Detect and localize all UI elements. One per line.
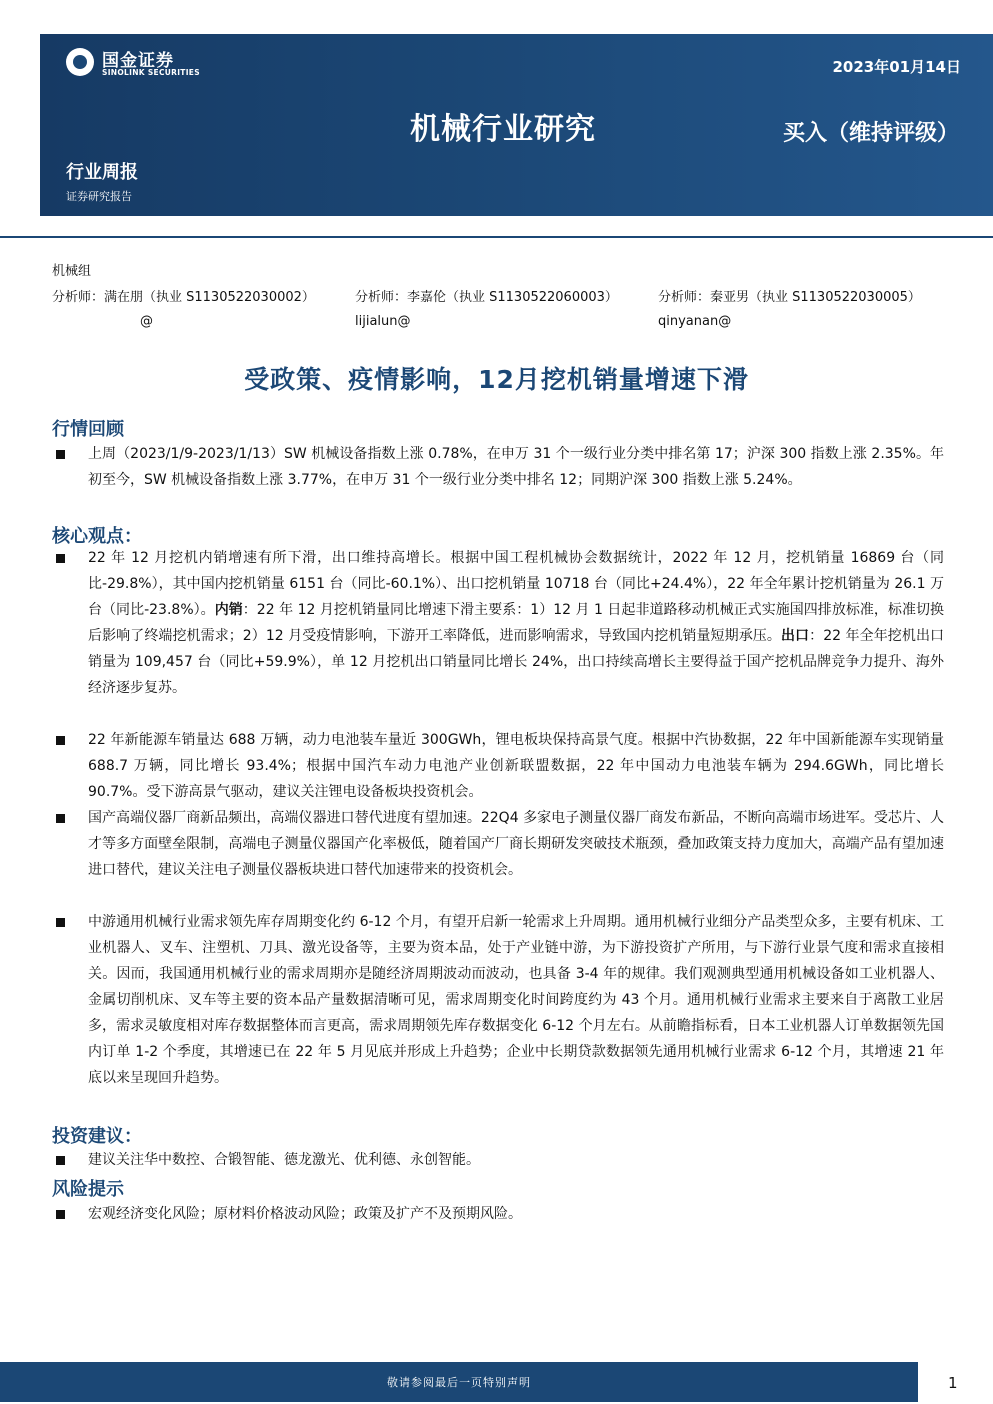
- report-type: 行业周报: [66, 162, 138, 183]
- bullet-text: 国产高端仪器厂商新品频出，高端仪器进口替代进度有望加速。22Q4 多家电子测量仪器厂商发布新品，不断向高端市场进军。受芯片、人才等多方面壁垒限制，高端电子测量仪器国产化率极低，随着国产厂商长期研发突破技术瓶颈，叠加政策支持力度加大，高端产品有望加速进口替代，建议关注电子测量仪器板块进口替代加速带来的投资机会。: [88, 810, 944, 878]
- header-banner: [40, 34, 993, 216]
- analyst-1: 分析师：满在朋（执业 S1130522030002）: [52, 290, 315, 305]
- inline-bold-label: 出口: [780, 628, 810, 644]
- list-item: [56, 1201, 944, 1227]
- page-number: 1: [948, 1374, 958, 1392]
- bullet-square-icon: [56, 1210, 65, 1219]
- bullet-text: 建议关注华中数控、合锻智能、德龙激光、优利德、永创智能。: [88, 1152, 480, 1168]
- section-title-risk: 风险提示: [52, 1179, 124, 1200]
- analyst-3-email[interactable]: qinyanan@: [658, 314, 732, 329]
- bullet-square-icon: [56, 736, 65, 745]
- rating-label: 买入（维持评级）: [782, 121, 959, 146]
- bullet-text: 22 年新能源车销量达 688 万辆，动力电池装车量近 300GWh，锂电板块保持高景气度。根据中汽协数据，22 年中国新能源车实现销量 688.7 万辆，同比增长 93.4%；根据中国汽车动力电池产业创新联盟数据，22 年中国动力电池装车辆为 294.6GWh，同比增长 90.7%。受下游高景气驱动，建议关注锂电设备板块投资机会。: [88, 732, 944, 800]
- report-subtitle: 证券研究报告: [66, 190, 132, 203]
- analyst-2-email[interactable]: lijialun@: [355, 314, 411, 329]
- analyst-3: 分析师：秦亚男（执业 S1130522030005）: [658, 290, 921, 305]
- bullet-square-icon: [56, 450, 65, 459]
- bullet-text: 上周（2023/1/9-2023/1/13）SW 机械设备指数上涨 0.78%，在申万 31 个一级行业分类中排名第 17；沪深 300 指数上涨 2.35%。年初至今，SW 机械设备指数上涨 3.77%，在申万 31 个一级行业分类中排名 12；同期沪深 300 指数上涨 5.24%。: [88, 446, 944, 488]
- bullet-square-icon: [56, 814, 65, 823]
- company-logo: [66, 44, 226, 84]
- header-divider: [0, 236, 993, 238]
- list-item: [56, 1147, 944, 1173]
- list-item: [56, 441, 944, 493]
- footer-disclaimer-note: 敬请参阅最后一页特别声明: [387, 1376, 531, 1389]
- bullet-square-icon: [56, 1156, 65, 1165]
- list-item: [56, 909, 944, 1091]
- list-item: [56, 805, 944, 883]
- bullet-square-icon: [56, 918, 65, 927]
- section-title-investment: 投资建议：: [52, 1126, 142, 1147]
- list-item: [56, 545, 944, 701]
- section-title-core-views: 核心观点：: [52, 526, 142, 547]
- analyst-2: 分析师：李嘉伦（执业 S1130522060003）: [355, 290, 618, 305]
- report-date: 2023年01月14日: [832, 58, 961, 76]
- team-group: 机械组: [52, 264, 92, 279]
- bullet-text: 宏观经济变化风险；原材料价格波动风险；政策及扩产不及预期风险。: [88, 1206, 522, 1222]
- inline-bold-label: 内销: [214, 602, 243, 618]
- industry-title: 机械行业研究: [410, 112, 596, 147]
- bullet-text: 22 年 12 月挖机内销增速有所下滑，出口维持高增长。根据中国工程机械协会数据统计，2022 年 12 月，挖机销量 16869 台（同比-29.8%），其中国内挖机销量 6151 台（同比-60.1%）、出口挖机销量 10718 台（同比+24.4%），22 年全年累计挖机销量为 26.1 万台（同比-23.8%）。内销：22 年 12 月挖机销量同比增速下滑主要系：1）12 月 1 日起非道路移动机械正式实施国四排放标准，标准切换后影响了终端挖机需求；2）12 月受疫情影响，下游开工率降低，进而影响需求，导致国内挖机销量短期承压。出口：22 年全年挖机出口销量为 109,457 台（同比+59.9%），单 12 月挖机出口销量同比增长 24%，出口持续高增长主要得益于国产挖机品牌竞争力提升、海外经济逐步复苏。: [88, 550, 945, 696]
- logo-en-text: SINOLINK SECURITIES: [102, 68, 200, 77]
- logo-icon: [66, 48, 94, 76]
- bullet-square-icon: [56, 554, 65, 563]
- bullet-text: 中游通用机械行业需求领先库存周期变化约 6-12 个月，有望开启新一轮需求上升周期。通用机械行业细分产品类型众多，主要有机床、工业机器人、叉车、注塑机、刀具、激光设备等，主要为资本品，处于产业链中游，为下游投资扩产所用，与下游行业景气度和需求直接相关。因而，我国通用机械行业的需求周期亦是随经济周期波动而波动，也具备 3-4 年的规律。我们观测典型通用机械设备如工业机器人、金属切削机床、叉车等主要的资本品产量数据清晰可见，需求周期变化时间跨度约为 43 个月。通用机械行业需求主要来自于离散工业居多，需求灵敏度相对库存数据整体而言更高，需求周期领先库存数据变化 6-12 个月左右。从前瞻指标看，日本工业机器人订单数据领先国内订单 1-2 个季度，其增速已在 22 年 5 月见底并形成上升趋势；企业中长期贷款数据领先通用机械行业需求 6-12 个月，其增速 21 年底以来呈现回升趋势。: [88, 914, 944, 1086]
- footer-bar: [0, 1362, 918, 1402]
- logo-cn-text: 国金证券: [102, 51, 174, 71]
- section-title-market-review: 行情回顾: [52, 419, 124, 440]
- list-item: [56, 727, 944, 805]
- report-headline: 受政策、疫情影响，12月挖机销量增速下滑: [244, 365, 749, 394]
- analyst-1-email[interactable]: @: [140, 314, 153, 329]
